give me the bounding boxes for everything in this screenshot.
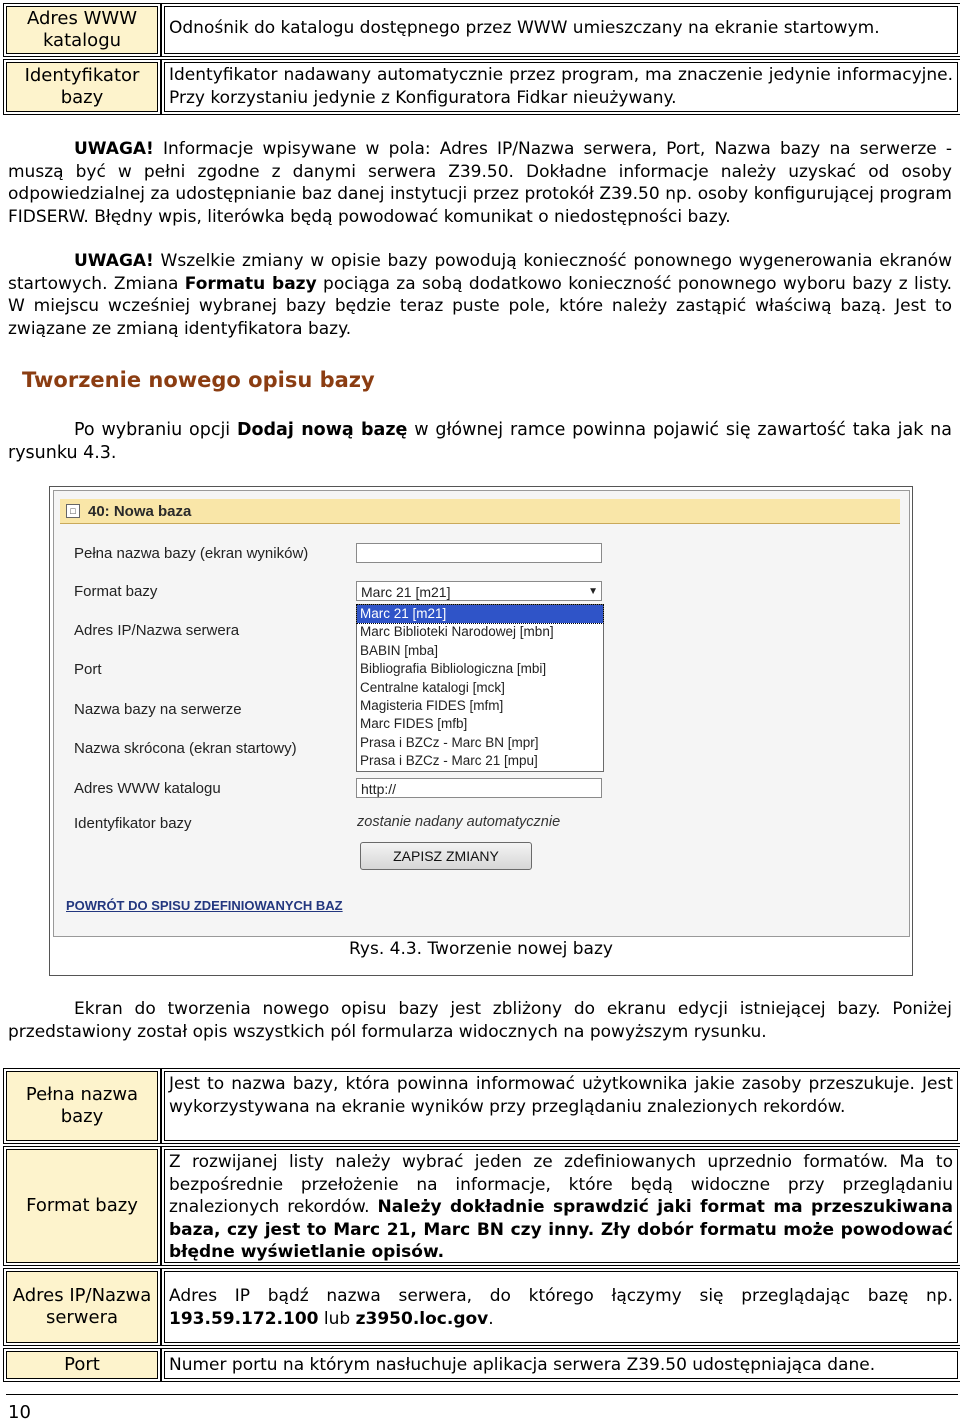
warning-bold: Formatu bazy — [184, 273, 317, 294]
format-option[interactable]: Marc FIDES [mfb] — [360, 716, 468, 732]
term-cell: Identyfikator bazy — [6, 62, 158, 112]
row-pelna-nazwa — [6, 1071, 958, 1141]
term-cell: Adres IP/Nazwa serwera — [6, 1271, 158, 1343]
figure-caption: Rys. 4.3. Tworzenie nowej bazy — [349, 939, 613, 959]
field-label: Identyfikator bazy — [74, 815, 192, 832]
term-cell: Format bazy — [6, 1149, 158, 1263]
warning-text: Wszelkie zmiany w opisie bazy powodują konieczność ponownego wygenerowania ekranów startowych. Zmiana — [8, 251, 952, 294]
intro-paragraph — [8, 419, 952, 464]
row-port — [6, 1351, 958, 1379]
save-changes-button[interactable]: ZAPISZ ZMIANY — [360, 842, 532, 870]
id-auto-value: zostanie nadany automatycznie — [357, 814, 561, 830]
format-option[interactable]: Prasa i BZCz - Marc BN [mpr] — [360, 734, 539, 750]
definition-text: Z rozwijanej listy należy wybrać jeden ze zdefiniowanych uprzednio formatów. Ma to bezpośrednie przełożenie na informacje, które będą widoczne przy przeglądaniu znalezionych rekordów. — [169, 1152, 953, 1217]
definition-cell: Numer portu na którym nasłuchuje aplikacja serwera Z39.50 udostępniająca dane. — [164, 1351, 958, 1379]
format-option[interactable]: Marc 21 [m21] — [357, 605, 603, 623]
chevron-down-icon: ▼ — [588, 586, 598, 597]
warning-paragraph-1 — [8, 138, 952, 228]
figure-frame — [49, 486, 913, 976]
field-label: Port — [74, 661, 102, 678]
row-identyfikator — [6, 62, 958, 112]
format-option[interactable]: Magisteria FIDES [mfm] — [360, 697, 504, 713]
field-label: Nazwa skrócona (ekran startowy) — [74, 740, 297, 757]
format-option[interactable]: BABIN [mba] — [360, 642, 439, 658]
format-option[interactable]: Prasa i BZCz - Marc 21 [mpu] — [360, 753, 538, 769]
definition-text: Adres IP bądź nazwa serwera, do którego łączymy się przeglądając bazę np. — [169, 1286, 953, 1306]
format-selected-value: Marc 21 [m21] — [361, 584, 451, 600]
ip-address: 193.59.172.100 — [169, 1308, 319, 1329]
term-cell: Pełna nazwa bazy — [6, 1071, 158, 1141]
intro-text: w głównej ramce powinna pojawić się zawartość taka jak na rysunku 4.3. — [8, 420, 952, 463]
definition-cell: Jest to nazwa bazy, która powinna informować użytkownika jakie zasoby przeszukuje. Jest wykorzystywana na ekranie wyników przy przeglądaniu znalezionych rekordów. — [164, 1071, 958, 1141]
field-label: Adres WWW katalogu — [74, 780, 221, 797]
section-heading: Tworzenie nowego opisu bazy — [22, 368, 375, 392]
definition-cell: Odnośnik do katalogu dostępnego przez WWW umieszczany na ekranie startowym. — [164, 6, 958, 54]
warning-paragraph-2 — [8, 250, 952, 340]
host-name: z3950.loc.gov — [355, 1308, 489, 1329]
format-option[interactable]: Marc Biblioteki Narodowej [mbn] — [360, 624, 554, 640]
field-label: Nazwa bazy na serwerze — [74, 701, 242, 718]
format-option[interactable]: Centralne katalogi [mck] — [360, 679, 505, 695]
warning-label: UWAGA! — [74, 251, 154, 271]
definition-bold: Należy dokładnie sprawdzić jaki format ma przeszukiwana baza, czy jest to Marc 21, Marc BN czy inny. Zły dobór formatu może powodować błędne wyświetlanie opisów. — [169, 1197, 953, 1262]
page-number: 10 — [8, 1402, 31, 1423]
back-to-list-link[interactable]: POWRÓT DO SPISU ZDEFINIOWANYCH BAZ — [66, 898, 343, 913]
row-adres-www — [6, 6, 958, 54]
row-adres-ip — [6, 1271, 958, 1343]
definition-cell: Identyfikator nadawany automatycznie przez program, ma znaczenie jedynie informacyjne. Przy korzystaniu jedynie z Konfiguratora Fidkar nieużywany. — [164, 62, 958, 112]
format-select[interactable] — [356, 581, 602, 601]
warning-label: UWAGA! — [74, 139, 154, 159]
format-option[interactable]: Bibliografia Bibliologiczna [mbi] — [360, 661, 547, 677]
footer-rule — [6, 1394, 958, 1395]
definition-text: lub — [318, 1308, 356, 1329]
window-icon: □ — [66, 504, 80, 518]
embedded-screenshot — [53, 490, 910, 937]
definition-cell — [164, 1149, 958, 1263]
www-url-input[interactable]: http:// — [356, 778, 602, 798]
term-cell: Adres WWW katalogu — [6, 6, 158, 54]
screenshot-title: 40: Nowa baza — [88, 502, 192, 520]
warning-text: pociąga za sobą dodatkowo konieczność ponownego wyboru bazy z listy. W miejscu wcześniej wybranej bazy będzie teraz puste pole, które należy zastąpić właściwą bazą. Jest to związane ze zmianą identyfikatora bazy. — [8, 273, 953, 339]
field-label: Pełna nazwa bazy (ekran wyników) — [74, 545, 309, 562]
warning-text: Informacje wpisywane w pola: Adres IP/Nazwa serwera, Port, Nazwa bazy na serwerze - muszą być w pełni zgodne z danymi serwera Z39.50. Dokładne informacje należy uzyskać od osoby odpowiedzialnej za udostępnianie baz danej instytucji przez protokół Z39.50 np. osoby konfigurującej program FIDSERW. Błędny wpis, literówka będą powodować komunikat o niedostępności bazy. — [8, 139, 952, 227]
definition-text: . — [488, 1308, 494, 1329]
after-caption-paragraph: Ekran do tworzenia nowego opisu bazy jest zbliżony do ekranu edycji istniejącej bazy. Poniżej przedstawiony został opis wszystkich pól formularza widocznych na powyższym rysunku. — [8, 999, 952, 1042]
format-dropdown-list[interactable] — [356, 604, 604, 772]
intro-text: Po wybraniu opcji — [74, 420, 237, 440]
field-label: Adres IP/Nazwa serwera — [74, 622, 240, 639]
row-format-bazy — [6, 1149, 958, 1263]
term-cell: Port — [6, 1351, 158, 1379]
intro-bold: Dodaj nową bazę — [236, 420, 408, 440]
screenshot-title-bar — [60, 499, 900, 524]
definition-cell — [164, 1271, 958, 1343]
full-name-input[interactable] — [356, 543, 602, 563]
field-label: Format bazy — [74, 583, 158, 600]
